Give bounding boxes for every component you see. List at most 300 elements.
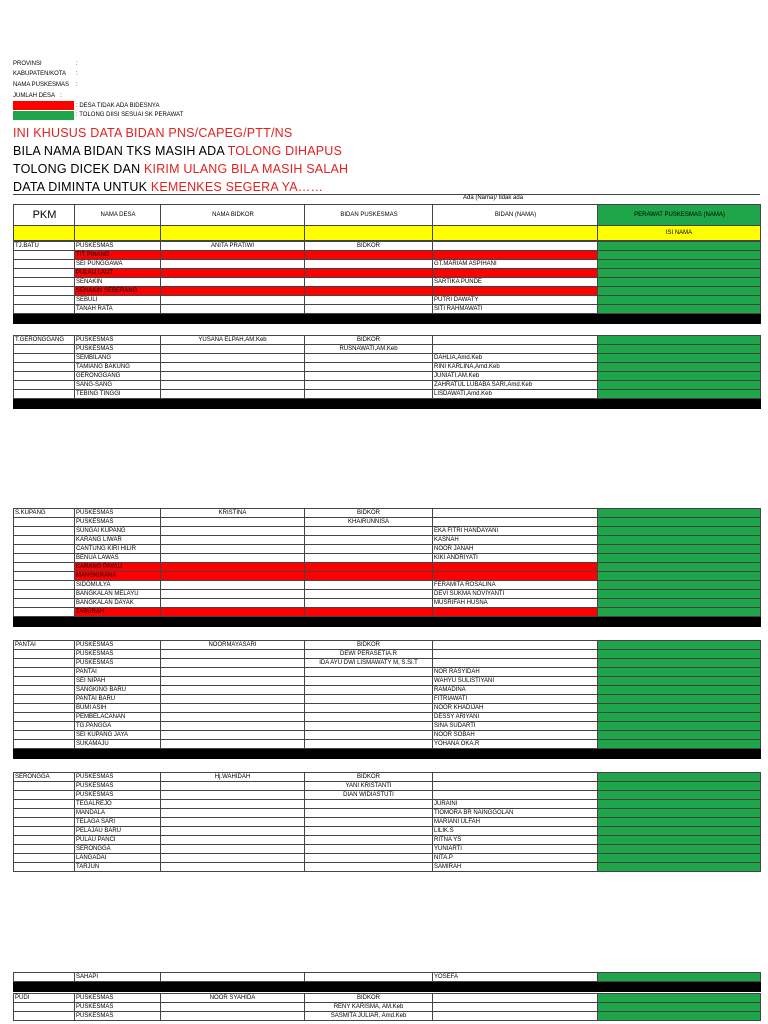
- col-perawat: PERAWAT PUSKESMAS (NAMA): [598, 205, 761, 226]
- desa-cell: MANDALA: [75, 809, 161, 818]
- table-row: [14, 854, 761, 863]
- block-tjbatu: [13, 241, 761, 324]
- table-row: [14, 845, 761, 854]
- ada-label: Ada (Nama)/ tidak ada: [463, 195, 524, 201]
- bidan-nama-cell: TIOMORA BR NAINGGOLAN: [433, 809, 598, 818]
- block-skupang: [13, 508, 761, 627]
- bidkor-cell: [161, 363, 305, 372]
- pkm-cell: [14, 659, 75, 668]
- perawat-cell: [598, 590, 761, 599]
- pkm-cell: [14, 677, 75, 686]
- pkm-cell: [14, 260, 75, 269]
- separator-row: [14, 399, 761, 409]
- table-row: [14, 608, 761, 617]
- desa-cell: TEBING TINGGI: [75, 390, 161, 399]
- desa-cell: PUSKESMAS: [75, 336, 161, 345]
- bidan-puskesmas-cell: [305, 572, 433, 581]
- bidan-puskesmas-cell: BIDKOR: [305, 336, 433, 345]
- desa-cell: TELAGA SARI: [75, 818, 161, 827]
- desa-cell: PELAJAU BARU: [75, 827, 161, 836]
- bidan-nama-cell: GT.MARIAM ASPIHANI: [433, 260, 598, 269]
- desa-cell: TABURAH: [75, 608, 161, 617]
- bidkor-cell: Hj.WAHIDAH: [161, 773, 305, 782]
- perawat-cell: [598, 296, 761, 305]
- desa-cell: BANGKALAN MELAYU: [75, 590, 161, 599]
- bidan-puskesmas-cell: [305, 845, 433, 854]
- bidan-puskesmas-cell: [305, 863, 433, 872]
- pkm-cell: [14, 791, 75, 800]
- bidan-puskesmas-cell: DEWI PERASETIA.R: [305, 650, 433, 659]
- perawat-cell: [598, 572, 761, 581]
- table-row: [14, 381, 761, 390]
- bidan-puskesmas-cell: [305, 713, 433, 722]
- pkm-cell: [14, 251, 75, 260]
- perawat-cell: [598, 278, 761, 287]
- bidkor-cell: [161, 827, 305, 836]
- pkm-cell: [14, 278, 75, 287]
- bidan-puskesmas-cell: [305, 581, 433, 590]
- desa-cell: PULAU PANCI: [75, 836, 161, 845]
- desa-cell: GERONGGANG: [75, 372, 161, 381]
- table-row: [14, 731, 761, 740]
- desa-cell: PUSKESMAS: [75, 641, 161, 650]
- bidan-puskesmas-cell: BIDKOR: [305, 641, 433, 650]
- note-line-4: DATA DIMINTA UNTUK KEMENKES SEGERA YA……: [13, 180, 324, 194]
- bidan-nama-cell: MARIANI ULFAH: [433, 818, 598, 827]
- perawat-cell: [598, 973, 761, 982]
- perawat-cell: [598, 545, 761, 554]
- desa-cell: KARANG LIWAR: [75, 536, 161, 545]
- bidkor-cell: [161, 782, 305, 791]
- bidan-nama-cell: FERAMITA ROSALINA: [433, 581, 598, 590]
- desa-cell: LANGADAI: [75, 854, 161, 863]
- bidkor-cell: [161, 381, 305, 390]
- bidan-nama-cell: [433, 242, 598, 251]
- desa-cell: TG.PANGGA: [75, 722, 161, 731]
- perawat-cell: [598, 641, 761, 650]
- table-row: [14, 251, 761, 260]
- table-row: [14, 686, 761, 695]
- bidkor-cell: [161, 836, 305, 845]
- col-nama-desa: NAMA DESA: [75, 205, 161, 226]
- desa-cell: PUSKESMAS: [75, 782, 161, 791]
- perawat-cell: [598, 863, 761, 872]
- pkm-cell: [14, 782, 75, 791]
- desa-cell: BANGKALAN DAYAK: [75, 599, 161, 608]
- bidan-puskesmas-cell: [305, 722, 433, 731]
- bidan-puskesmas-cell: [305, 563, 433, 572]
- bidan-nama-cell: YUNIARTI: [433, 845, 598, 854]
- perawat-cell: [598, 740, 761, 749]
- perawat-cell: [598, 791, 761, 800]
- perawat-cell: [598, 809, 761, 818]
- pkm-cell: [14, 296, 75, 305]
- perawat-cell: [598, 994, 761, 1003]
- bidan-puskesmas-cell: BIDKOR: [305, 994, 433, 1003]
- desa-cell: PUSKESMAS: [75, 345, 161, 354]
- legend-red-text: : DESA TIDAK ADA BIDESNYA: [76, 103, 160, 109]
- bidan-puskesmas-cell: KHAIRUNNISA: [305, 518, 433, 527]
- table-row: [14, 518, 761, 527]
- note-line-2: BILA NAMA BIDAN TKS MASIH ADA TOLONG DIHAPUS: [13, 144, 343, 158]
- desa-cell: KARANG PAYAU: [75, 563, 161, 572]
- bidan-puskesmas-cell: RUSNAWATI,AM.Keb: [305, 345, 433, 354]
- perawat-cell: [598, 818, 761, 827]
- separator-row: [14, 314, 761, 324]
- table-row: [14, 704, 761, 713]
- bidan-nama-cell: NITA.P: [433, 854, 598, 863]
- perawat-cell: [598, 1003, 761, 1012]
- pkm-cell: [14, 269, 75, 278]
- desa-cell: SEI KUPANG JAYA: [75, 731, 161, 740]
- bidan-nama-cell: [433, 659, 598, 668]
- bidkor-cell: [161, 305, 305, 314]
- bidan-nama-cell: RINI KARLINA,Amd.Keb: [433, 363, 598, 372]
- table-row: [14, 336, 761, 345]
- bidkor-cell: [161, 818, 305, 827]
- bidkor-cell: [161, 731, 305, 740]
- table-row: [14, 809, 761, 818]
- bidan-nama-cell: DESSY ARIYANI: [433, 713, 598, 722]
- desa-cell: PUSKESMAS: [75, 1003, 161, 1012]
- bidan-puskesmas-cell: [305, 704, 433, 713]
- table-row: [14, 973, 761, 982]
- bidan-nama-cell: [433, 269, 598, 278]
- bidkor-cell: [161, 659, 305, 668]
- perawat-cell: [598, 704, 761, 713]
- bidan-puskesmas-cell: DIAN WIDIASTUTI: [305, 791, 433, 800]
- desa-cell: PANTAI: [75, 668, 161, 677]
- bidan-puskesmas-cell: [305, 836, 433, 845]
- bidkor-cell: [161, 599, 305, 608]
- bidkor-cell: [161, 354, 305, 363]
- bidan-puskesmas-cell: [305, 608, 433, 617]
- pkm-cell: TJ.BATU: [14, 242, 75, 251]
- table-row: [14, 800, 761, 809]
- table-row: [14, 677, 761, 686]
- pkm-cell: [14, 740, 75, 749]
- bidan-nama-cell: [433, 1003, 598, 1012]
- desa-cell: CANTUNG KIRI HILIR: [75, 545, 161, 554]
- desa-cell: SERONGGA: [75, 845, 161, 854]
- desa-cell: TANAH RATA: [75, 305, 161, 314]
- bidkor-cell: [161, 545, 305, 554]
- bidkor-cell: [161, 287, 305, 296]
- desa-cell: PUSKESMAS: [75, 1012, 161, 1021]
- bidan-puskesmas-cell: [305, 251, 433, 260]
- perawat-cell: [598, 650, 761, 659]
- perawat-cell: [598, 827, 761, 836]
- bidan-nama-cell: JUNIATI,AM.Keb: [433, 372, 598, 381]
- perawat-cell: [598, 563, 761, 572]
- bidkor-cell: [161, 572, 305, 581]
- table-row: [14, 305, 761, 314]
- bidan-puskesmas-cell: [305, 668, 433, 677]
- desa-cell: SEBULI: [75, 296, 161, 305]
- perawat-cell: [598, 686, 761, 695]
- perawat-cell: [598, 336, 761, 345]
- bidan-nama-cell: JURAINI: [433, 800, 598, 809]
- pkm-cell: [14, 536, 75, 545]
- bidan-puskesmas-cell: [305, 695, 433, 704]
- perawat-cell: [598, 354, 761, 363]
- table-row: [14, 773, 761, 782]
- desa-cell: SENAKIN: [75, 278, 161, 287]
- bidan-puskesmas-cell: [305, 354, 433, 363]
- bidkor-cell: [161, 677, 305, 686]
- table-row: [14, 1012, 761, 1021]
- desa-cell: SIDOMULYA: [75, 581, 161, 590]
- bidan-puskesmas-cell: [305, 809, 433, 818]
- pkm-cell: [14, 1003, 75, 1012]
- label-provinsi: PROVINSI: [13, 61, 42, 67]
- pkm-cell: [14, 563, 75, 572]
- table-row: [14, 818, 761, 827]
- perawat-cell: [598, 677, 761, 686]
- bidan-puskesmas-cell: [305, 287, 433, 296]
- bidan-puskesmas-cell: RENY KARISMA, AM.Keb: [305, 1003, 433, 1012]
- table-row: [14, 354, 761, 363]
- bidan-nama-cell: NOOR KHADIJAH: [433, 704, 598, 713]
- block-tgeronggang: [13, 335, 761, 409]
- desa-cell: PEMBELACANAN: [75, 713, 161, 722]
- bidkor-cell: [161, 722, 305, 731]
- table-row: [14, 650, 761, 659]
- perawat-cell: [598, 372, 761, 381]
- desa-cell: TIT PINANG: [75, 251, 161, 260]
- perawat-cell: [598, 668, 761, 677]
- bidkor-cell: [161, 809, 305, 818]
- block-serongga: [13, 772, 761, 872]
- desa-cell: TEGALREJO: [75, 800, 161, 809]
- table-row: [14, 836, 761, 845]
- perawat-cell: [598, 845, 761, 854]
- bidan-nama-cell: [433, 782, 598, 791]
- legend-red-swatch: [13, 101, 74, 110]
- bidan-puskesmas-cell: [305, 260, 433, 269]
- bidan-puskesmas-cell: [305, 827, 433, 836]
- table-row: [14, 599, 761, 608]
- pkm-cell: [14, 305, 75, 314]
- pkm-cell: [14, 608, 75, 617]
- bidan-nama-cell: [433, 563, 598, 572]
- pkm-cell: [14, 390, 75, 399]
- bidan-nama-cell: RAMADINA: [433, 686, 598, 695]
- pkm-cell: [14, 704, 75, 713]
- bidkor-cell: [161, 854, 305, 863]
- bidan-puskesmas-cell: [305, 677, 433, 686]
- perawat-cell: [598, 836, 761, 845]
- pkm-cell: [14, 590, 75, 599]
- table-row: [14, 527, 761, 536]
- bidkor-cell: [161, 863, 305, 872]
- bidan-nama-cell: [433, 773, 598, 782]
- bidkor-cell: [161, 650, 305, 659]
- bidan-nama-cell: [433, 572, 598, 581]
- table-row: [14, 581, 761, 590]
- bidan-puskesmas-cell: BIDKOR: [305, 773, 433, 782]
- bidkor-cell: [161, 581, 305, 590]
- col-nama-bidkor: NAMA BIDKOR: [161, 205, 305, 226]
- pkm-cell: [14, 818, 75, 827]
- table-row: [14, 641, 761, 650]
- separator-row: [14, 749, 761, 759]
- desa-cell: PUSKESMAS: [75, 791, 161, 800]
- bidan-puskesmas-cell: [305, 740, 433, 749]
- perawat-cell: [598, 509, 761, 518]
- table-row: [14, 863, 761, 872]
- bidan-nama-cell: [433, 251, 598, 260]
- pkm-cell: [14, 527, 75, 536]
- table-row: [14, 563, 761, 572]
- desa-cell: SAHAPI: [75, 973, 161, 982]
- bidan-puskesmas-cell: [305, 545, 433, 554]
- table-row: [14, 740, 761, 749]
- bidan-puskesmas-cell: IDA AYU DWI LISMAWATY M, S.Si.T: [305, 659, 433, 668]
- bidan-nama-cell: [433, 650, 598, 659]
- bidan-nama-cell: KIKI ANDRIYATI: [433, 554, 598, 563]
- bidan-nama-cell: [433, 509, 598, 518]
- bidkor-cell: [161, 713, 305, 722]
- perawat-cell: [598, 390, 761, 399]
- perawat-cell: [598, 518, 761, 527]
- bidan-puskesmas-cell: [305, 305, 433, 314]
- bidan-puskesmas-cell: [305, 527, 433, 536]
- colon-jumlah-desa: :: [60, 93, 62, 99]
- bidan-nama-cell: YOSEFA: [433, 973, 598, 982]
- desa-cell: PUSKESMAS: [75, 509, 161, 518]
- bidkor-cell: [161, 269, 305, 278]
- bidan-nama-cell: [433, 1012, 598, 1021]
- colon-puskesmas: :: [76, 82, 78, 88]
- pkm-cell: [14, 545, 75, 554]
- bidan-nama-cell: MUSRIFAH HUSNA: [433, 599, 598, 608]
- perawat-cell: [598, 731, 761, 740]
- table-row: [14, 509, 761, 518]
- pkm-cell: [14, 287, 75, 296]
- pkm-cell: [14, 800, 75, 809]
- bidkor-cell: [161, 695, 305, 704]
- table-row: [14, 390, 761, 399]
- table-row: [14, 590, 761, 599]
- perawat-cell: [598, 800, 761, 809]
- table-row: [14, 782, 761, 791]
- desa-cell: SANG-SANG: [75, 381, 161, 390]
- perawat-cell: [598, 269, 761, 278]
- desa-cell: SANGKING BARU: [75, 686, 161, 695]
- table-row: [14, 545, 761, 554]
- bidan-puskesmas-cell: SASMITA JULIAR, Amd.Keb: [305, 1012, 433, 1021]
- col-bidan-puskesmas: BIDAN PUSKESMAS: [305, 205, 433, 226]
- pkm-cell: S.KUPANG: [14, 509, 75, 518]
- bidkor-cell: [161, 554, 305, 563]
- bidkor-cell: [161, 791, 305, 800]
- perawat-cell: [598, 854, 761, 863]
- bidkor-cell: [161, 251, 305, 260]
- perawat-cell: [598, 581, 761, 590]
- desa-cell: PANTAI BARU: [75, 695, 161, 704]
- table-row: [14, 372, 761, 381]
- pkm-cell: [14, 845, 75, 854]
- bidan-nama-cell: WAHYU SULISTIYANI: [433, 677, 598, 686]
- bidkor-cell: [161, 260, 305, 269]
- perawat-cell: [598, 527, 761, 536]
- label-kabupaten: KABUPATEN/KOTA: [13, 71, 67, 77]
- bidan-puskesmas-cell: [305, 590, 433, 599]
- bidan-nama-cell: LISDAWATI,Amd.Keb: [433, 390, 598, 399]
- table-row: [14, 722, 761, 731]
- bidkor-cell: [161, 704, 305, 713]
- bidan-nama-cell: EKA FITRI HANDAYANI: [433, 527, 598, 536]
- table-row: [14, 695, 761, 704]
- bidan-nama-cell: NOR RASYIDAH: [433, 668, 598, 677]
- pkm-cell: [14, 695, 75, 704]
- pkm-cell: [14, 1012, 75, 1021]
- bidkor-cell: NOORMAYASARI: [161, 641, 305, 650]
- bidkor-cell: [161, 390, 305, 399]
- desa-cell: PUSKESMAS: [75, 659, 161, 668]
- pkm-cell: [14, 572, 75, 581]
- bidan-nama-cell: KASNAH: [433, 536, 598, 545]
- desa-cell: PUSKESMAS: [75, 518, 161, 527]
- bidkor-cell: [161, 563, 305, 572]
- table-row: [14, 713, 761, 722]
- table-row: [14, 287, 761, 296]
- perawat-cell: [598, 722, 761, 731]
- desa-cell: SEI PUNGGAWA: [75, 260, 161, 269]
- desa-cell: SEMBILANG: [75, 354, 161, 363]
- bidan-nama-cell: RITNA YS: [433, 836, 598, 845]
- pkm-cell: [14, 686, 75, 695]
- table-top-line: [13, 194, 760, 195]
- pkm-cell: [14, 731, 75, 740]
- bidkor-cell: [161, 740, 305, 749]
- pkm-cell: [14, 345, 75, 354]
- desa-cell: PUSKESMAS: [75, 242, 161, 251]
- perawat-cell: [598, 536, 761, 545]
- perawat-cell: [598, 287, 761, 296]
- bidkor-cell: NOOR SYAHIDA: [161, 994, 305, 1003]
- bidan-puskesmas-cell: [305, 686, 433, 695]
- bidkor-cell: [161, 1012, 305, 1021]
- pkm-cell: [14, 581, 75, 590]
- bidkor-cell: [161, 278, 305, 287]
- col-pkm: PKM: [14, 205, 75, 226]
- pkm-cell: [14, 863, 75, 872]
- pkm-cell: [14, 363, 75, 372]
- table-row: [14, 572, 761, 581]
- perawat-cell: [598, 773, 761, 782]
- colon-kabupaten: :: [76, 71, 78, 77]
- bidan-nama-cell: [433, 608, 598, 617]
- bidan-puskesmas-cell: [305, 599, 433, 608]
- table-row: [14, 659, 761, 668]
- bidan-nama-cell: LILIK.S: [433, 827, 598, 836]
- perawat-cell: [598, 713, 761, 722]
- legend-green-swatch: [13, 111, 74, 120]
- bidan-nama-cell: SINA SUDARTI: [433, 722, 598, 731]
- perawat-cell: [598, 608, 761, 617]
- bidan-nama-cell: [433, 791, 598, 800]
- label-jumlah-desa: JUMLAH DESA: [13, 93, 56, 99]
- bidan-nama-cell: [433, 518, 598, 527]
- desa-cell: PUSKESMAS: [75, 773, 161, 782]
- bidan-puskesmas-cell: [305, 390, 433, 399]
- bidkor-cell: [161, 372, 305, 381]
- pkm-cell: [14, 854, 75, 863]
- table-row: [14, 554, 761, 563]
- bidkor-cell: YUSANA ELPAH,AM.Keb: [161, 336, 305, 345]
